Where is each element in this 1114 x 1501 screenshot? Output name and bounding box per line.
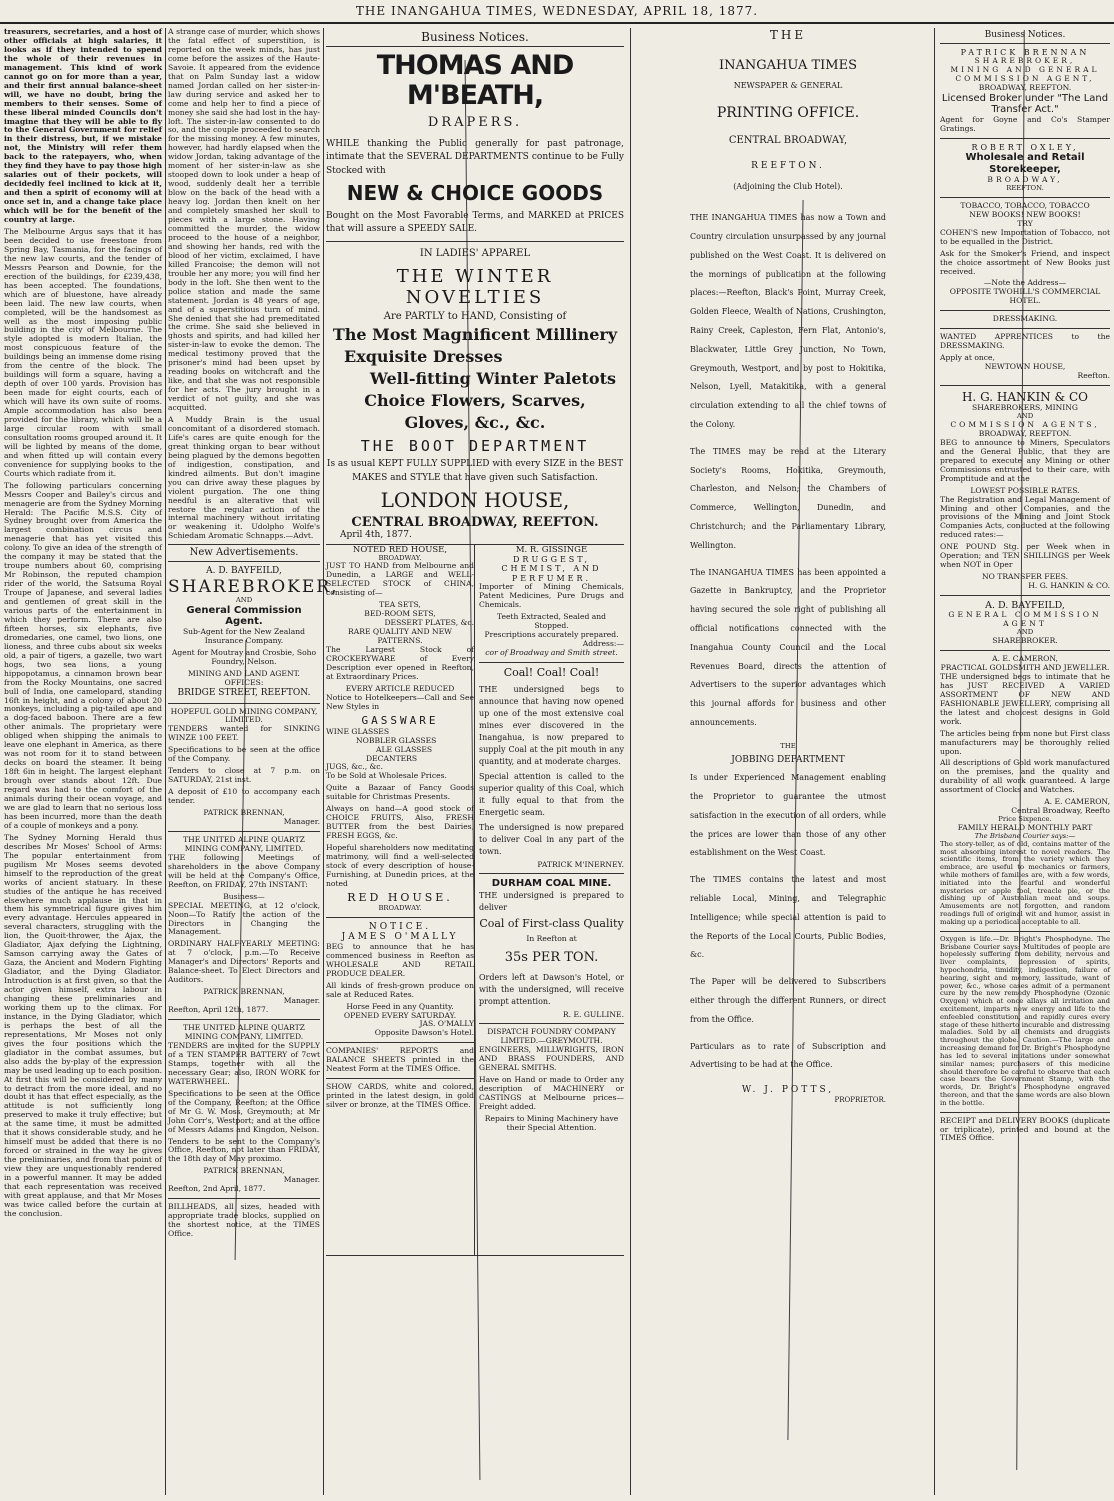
divider — [168, 1198, 320, 1199]
advert-heading: NEW & CHOICE GOODS — [346, 181, 604, 206]
advert-subheading: DRAPERS. — [427, 114, 523, 130]
advert-text: Bought on the Most Favorable Terms, and MARKED at PRICES that will assure a SPEEDY SALE. — [326, 210, 624, 235]
advert-address: REEFTON. — [751, 161, 825, 172]
advert-heading: NO TRANSFER FEES. — [981, 572, 1069, 582]
advert-text: ENGINEERS, MILLWRIGHTS, IRON AND BRASS FOUNDERS, AND GENERAL SMITHS. — [479, 1045, 624, 1073]
advert-subheading: PRACTICAL GOLDSMITH AND JEWELLER. — [940, 662, 1110, 672]
divider — [479, 662, 624, 663]
advert-text: COHEN'S new Importation of Tobacco, not to be equalled in the District. — [940, 227, 1110, 246]
advert-heading: HOPEFUL GOLD MINING COMPANY, LIMITED. — [170, 706, 318, 725]
advert-heading: THE WINTER NOVELTIES — [396, 265, 554, 308]
advert-text: Apply at once, — [940, 353, 995, 363]
advert-date: Reefton, April 12th, 1877. — [168, 1005, 269, 1015]
divider — [168, 1019, 320, 1020]
advert-text: Specifications to be seen at the Office of the Company, Reefton; at the Office of Mr G. W. Moss, Greymouth; at Mr John Corr's, Westport; and at the office of Messrs Adams and Kingdon, Nelson. — [168, 1088, 320, 1134]
advert-address: BROADWAY, — [987, 175, 1063, 185]
advert-text: BEG to announce to Miners, Speculators and the General Public, that they are prepared to execute any Mining or other Commissions entrusted to their care, with Promptitude and at the — [940, 437, 1110, 483]
advert-heading: MINING AND LAND AGENT. — [188, 669, 300, 678]
advert-heading: GASSWARE — [361, 713, 439, 727]
advert-text: TRY — [1017, 218, 1033, 228]
advert-text: The TIMES may be read at the Literary Society's Rooms, Hokitika, Greymouth, Charleston, and Nelson; the Chambers of Commerce, Wellington, Dunedin, and Christchurch; and the Parliamentary Library, Wellington. — [690, 446, 886, 550]
advert-text: Teeth Extracted, Sealed and Stopped. — [496, 611, 607, 630]
advert-item: NOBBLER GLASSES — [356, 735, 437, 745]
advert-text: WANTED APPRENTICES to the DRESSMAKING. — [940, 332, 1110, 351]
advert-price: 35s PER TON. — [504, 950, 599, 966]
advert-text: BEG to announce that he has commenced business in Reefton as WHOLESALE AND RETAIL PRODUCE DEALER. — [326, 941, 474, 978]
advert-item: ALE GLASSES — [376, 744, 433, 754]
advert-heading: M. R. GISSINGE — [515, 544, 588, 555]
advert-subheading: GENERAL COMMISSION AGENT — [948, 610, 1102, 629]
advert-address: OPPOSITE TWOHILL'S COMMERCIAL HOTEL. — [949, 287, 1101, 306]
column-rule — [165, 28, 166, 1495]
divider — [940, 385, 1110, 386]
advert-heading: NOTED RED HOUSE, — [352, 544, 448, 555]
advert-text: THE undersigned begs to intimate that he has JUST RECEIVED A VARIED ASSORTMENT OF NEW AND FASHIONABLE JEWELLERY, comprising all the latest and choicest designs in Gold work. — [940, 671, 1110, 726]
advert-heading: A. E. CAMERON, — [992, 653, 1058, 663]
advert-signature: PATRICK BRENNAN, — [203, 987, 285, 997]
advert-text: To be Sold at Wholesale Prices. — [326, 771, 447, 781]
advert-address: CENTRAL BROADWAY, REEFTON. — [351, 514, 599, 530]
advert-text: Is under Experienced Management enabling the Proprietor to guarantee the utmost satisfaction in the execution of all orders, while the prices are lower than those of any other establishment on the West Coast. — [690, 773, 886, 858]
advert-heading: General Commission Agent. — [186, 604, 302, 628]
advert-address: BRIDGE STREET, REEFTON. — [177, 687, 311, 698]
advert-text: Have on Hand or made to Order any description of MACHINERY or CASTINGS at Melbourne prices—Freight added. — [479, 1075, 624, 1112]
advert-text: THE INANGAHUA TIMES has now a Town and Country circulation unsurpassed by any journal published on the West Coast. It is delivered on the mornings of publication at the following places:—Reefton, Black's Point, Murray Creek, Golden Fleece, Wealth of Nations, Crushington, Rainy Creek, Capleston, Fern Flat, Antonio's, Blackwater, Little Grey Junction, No Town, Greymouth, Westport, and by post to Hokitika, Nelson, Lyell, Matakitika, with a general circulation extending to all the chief towns of the Colony. — [690, 213, 886, 430]
advert-text: Quite a Bazaar of Fancy Goods suitable for Christmas Presents. — [326, 783, 474, 802]
advert-item: WINE GLASSES — [326, 726, 390, 736]
advert-address: BROADWAY, REEFTON. — [978, 428, 1072, 438]
advert-heading: JOBBING DEPARTMENT — [731, 754, 845, 765]
column-rule — [934, 28, 935, 1495]
advert-text: THE undersigned is prepared to deliver — [479, 891, 624, 913]
advert-subheading: BROADWAY. — [378, 903, 422, 912]
divider — [326, 1078, 474, 1079]
advert-text: MINING AND GENERAL COMMISSION AGENT, — [950, 64, 1100, 83]
advert-text: Particulars as to rate of Subscription and Advertising to be had at the Office. — [690, 1041, 886, 1070]
advert-address: REEFTON. — [1006, 184, 1044, 193]
advert-text: All kinds of fresh-grown produce on sale at Reduced Rates. — [326, 980, 474, 999]
advert-text: Is as usual KEPT FULLY SUPPLIED with every SIZE in the BEST MAKES and STYLE that have given such Satisfaction. — [326, 459, 624, 483]
business-notices-column-2 — [940, 28, 1110, 1495]
advert-text: The articles being from none but First class manufacturers may be thoroughly relied upon. — [940, 728, 1110, 756]
advert-subcolumn — [326, 545, 475, 1255]
advert-heading: THE UNITED ALPINE QUARTZ MINING COMPANY, LIMITED. — [183, 834, 305, 853]
advert-signature-title: Manager. — [283, 817, 320, 826]
advert-text: Agent for Moutray and Crosbie, Soho Foundry, Nelson. — [171, 648, 317, 667]
advert-signature: W. J. POTTS, — [741, 1085, 835, 1096]
advert-text: OFFICES: — [224, 677, 264, 687]
advert-heading: Coal of First-class Quality — [479, 917, 624, 931]
times-advert-column — [690, 28, 886, 1495]
divider — [940, 197, 1110, 198]
advert-heading: H. G. HANKIN & CO — [961, 390, 1089, 405]
advert-and: AND — [1016, 412, 1034, 421]
advert-text: Business— — [223, 891, 265, 901]
advert-item: The Most Magnificent Millinery — [332, 325, 618, 345]
advert-text: Special attention is called to the superior quality of this Coal, which it fully equal to that from the Energetic seam. — [479, 771, 624, 817]
advert-subheading: SHAREBROKER. — [992, 636, 1058, 646]
advert-text: Repairs to Mining Machinery have their Special Attention. — [484, 1114, 619, 1133]
advert-text: ONE POUND Stg. per Week when in Operation; and TEN SHILLINGS per Week when NOT in Oper — [940, 542, 1110, 570]
advert-text: Importer of Mining Chemicals, Patent Medicines, Pure Drugs and Chemicals. — [479, 581, 624, 609]
advert-heading: THE BOOT DEPARTMENT — [360, 437, 590, 456]
advert-heading: THE UNITED ALPINE QUARTZ MINING COMPANY, LIMITED. — [183, 1023, 305, 1042]
article-paragraph: treasurers, secretaries, and a host of other officials at high salaries, it looks as if they intended to spend the whole of their revenues in management. This kind of work cannot go on for more than a year, and their first annual balance-sheet will, we have no doubt, bring the members to their senses. Some of these liberal minded Councils don't imagine that they will be able to fly to the General Government for relief in their distress, but, if we mistake not, the Ministry will refer them back to the ratepayers, who, when they find they have to pay those high salaries out of their pockets, will decidedly feel inclined to kick at it, and then a spirit of economy will at once set in, and a change take place which will be for the benefit of the country at large. — [4, 27, 162, 225]
advert-subheading: SHAREBROKERS, MINING — [972, 403, 1078, 413]
advert-item: Well-fitting Winter Paletots — [369, 368, 616, 388]
advert-heading: DISPATCH FOUNDRY COMPANY LIMITED.—GREYMOUTH. — [487, 1027, 616, 1046]
advert-text: In Reefton at — [526, 934, 577, 944]
advert-signature: A. E. CAMERON, — [1044, 797, 1110, 807]
advert-heading: NOTICE. — [368, 921, 432, 932]
advertiser-name: A. D. BAYFEILD, — [206, 566, 282, 577]
advert-heading: SHAREBROKER, — [168, 576, 339, 597]
column-rule — [630, 28, 631, 1495]
advert-signature-title: Manager. — [283, 1175, 320, 1185]
article-paragraph: The following particulars concerning Messrs Cooper and Bailey's circus and menagerie are from the Sydney Morning Herald: The Pacific M.S.S. City of Sydney brought over from America the largest combination circus and menagerie that has yet visited this colony. To give an idea of the strength of the company it may be stated that the troupe numbers about 60, comprising Mr Robinson, the reputed champion rider of the world, the Satsuma Royal Troupe of Japanese, and several ladies and gentlemen of great skill in the various parts of the entertainment in which they perform. There are also fifteen horses, six elephants, five dromedaries, one camel, two lions, one lioness, and three cubs about six weeks old, a pair of tigers, a gazelle, two wart hogs, two sea lions, a young hippopotamus, a cinnamon brown bear from the Rocky Mountains, one sacred bull of India, one camelopard, standing 16ft in height, and a colony of about 20 monkeys, including a pig-tailed ape and a dog-faced baboon. There are a few other animals. The proprietary were obliged when shipping the animals to leave one elephant in America, as there was not room for it to stand between decks on board the steamer. It being 18ft 6in in height. The largest elephant brough over stands about 12ft. Due regard was had to the comfort of the animals during their ocean voyage, and we are glad to learn that no serious loss has been incurred, more than the death of a couple of monkeys and a pony. — [4, 480, 162, 830]
divider — [326, 917, 474, 918]
advert-text: The undersigned is now prepared to deliver Coal in any part of the town. — [479, 822, 624, 856]
advert-text: Horse Feed in any Quantity. — [346, 1001, 454, 1011]
advert-address: cor of Broadway and Smith street. — [485, 647, 618, 657]
advert-paragraph: A Muddy Brain is the usual concomitant of a disordered stomach. Life's cares are quite enough for the great thinking organ to bear without being plagued by the demons begotten of indigestion, constipation, and kindred ailments. But don't imagine you can drive away these plagues by violent purgation. The one thing needful is an alterative that will restore the regular action of the internal machinery without irritating or weakening it. Udolpho Wolfe's Schiedam Aromatic Schnapps.—Advt. — [168, 414, 320, 541]
advert-heading: TOBACCO, TOBACCO, TOBACCO — [960, 200, 1090, 210]
article-paragraph: The Sydney Morning Herald thus describes Mr Moses' School of Arms: The popular entertainment from pugilism Mr Moses seems devoted himself to the reproduction of the great works of ancient statuary. In these studies of the antique he has received elsewhere much applause in that in them his symmetrical figure gives him every advantage. Hercules appeared in several characters, struggling with the lion, the Quoit-thrower, the Ajax, the Gladiator, Ajax defying the Lightning, Samson carrying away the Gates of Gaza, the Ancient and Modern Fighting Gladiator, and the Dying Gladiator. Introduction is at first given, so that the actor given himself, extra labour in changing these preliminaries and working them up to the climax. For instance, in the Dying Gladiator, which is perhaps the best of all the representations, Mr Moses not only gives the four positions which the gladiator in the combat assumes, but also adds the by-play of the expression may be used leading up to each position. At first this will be considered by many to detract from the more ideal, and no doubt it has that effect especially, as the attitude is not sufficiently long preserved to make it truly effective; but at the same time, it must be admitted that it shows considerable study, and he himself must be added that there is no forced or strained in the way he gives the preliminaries, and from that point of view they are unquestionably rendered in a powerful manner. It may be added that each representation was received with great applause, and that Mr Moses was twice called before the curtain at the conclusion. — [4, 832, 162, 1218]
advert-item: DESSERT PLATES, &c. — [384, 618, 474, 628]
divider — [168, 831, 320, 832]
advert-text: Prescriptions accurately prepared. — [484, 629, 619, 639]
advert-text: Price Sixpence. — [998, 815, 1052, 824]
advert-address: NEWTOWN HOUSE, — [984, 362, 1066, 372]
advert-item: JUGS, &c., &c. — [326, 762, 383, 772]
advert-subheading: COMMISSION AGENTS, — [950, 419, 1100, 429]
advert-heading: EVERY ARTICLE REDUCED — [345, 683, 455, 693]
advert-text: JUST TO HAND from Melbourne and Dunedin, a LARGE and WELL-SELECTED STOCK of CHINA, consisting of— — [326, 561, 474, 598]
advert-heading: Wholesale and Retail Storekeeper, — [965, 152, 1085, 176]
advert-text: Are PARTLY to HAND, Consisting of — [383, 311, 567, 323]
advert-firm-name: THOMAS AND M'BEATH, — [376, 50, 574, 111]
advert-subheading: IN LADIES' APPAREL — [419, 247, 531, 259]
advert-text: The story-teller, as of old, contains matter of the most absorbing interest to novel readers. The scientific items, from the variety which they embrace, are useful to mechanics or farmers, while mothers of families are, with a few words, initiated into the fearful and wonderful mysteries or apple fool, treacle pie, or the dishing up of Australian meat and soups. Amusements are not forgotten, and random readings full of original wit and humor, assist in making up a periodical acceptable to all. — [940, 839, 1110, 926]
advert-text: THE following Meetings of shareholders in the above Company will be held at the Company's Office, Reefton, on FRIDAY, 27th INSTANT: — [168, 852, 320, 889]
advert-text: RECEIPT and DELIVERY BOOKS (duplicate or triplicate), printed and bound at the TIMES Office. — [940, 1115, 1110, 1143]
divider — [940, 138, 1110, 139]
advert-text: The TIMES contains the latest and most reliable Local, Mining, and Telegraphic Intelligence; while special attention is paid to the Reports of the Local Courts, Public Bodies, &c. — [690, 875, 886, 960]
advert-heading: A. D. BAYFEILD, — [985, 600, 1065, 612]
advert-subheading: DRUGGEST, CHEMIST, AND PERFUMER. — [501, 554, 602, 583]
divider — [326, 241, 624, 242]
advert-text: Orders left at Dawson's Hotel, or with the undersigned, will receive prompt attention. — [479, 972, 624, 1006]
advert-text: Tenders to be sent to the Company's Office, Reefton, not later than FRIDAY, the 18th day of May proximo. — [168, 1136, 320, 1164]
divider — [326, 1042, 474, 1043]
advert-signature: R. E. GULLINE. — [562, 1009, 624, 1019]
advert-signature-title: PROPRIETOR. — [834, 1095, 886, 1104]
advert-signature: PATRICK BRENNAN, — [203, 1166, 285, 1176]
advert-heading: FAMILY HERALD MONTHLY PART — [957, 823, 1093, 832]
advert-heading: DURHAM COAL MINE. — [491, 878, 612, 890]
divider — [940, 650, 1110, 651]
advert-item: Gloves, &c., &c. — [404, 412, 546, 432]
divider — [940, 595, 1110, 596]
advert-address: Central Broadway, Reefto — [1011, 806, 1110, 816]
divider — [940, 931, 1110, 932]
advert-address: Reefton. — [1077, 371, 1110, 381]
advert-text: BILLHEADS, all sizes, headed with appropriate trade blocks, supplied on the shortest notice, at the TIMES Office. — [168, 1202, 320, 1239]
advert-text: Oxygen is life.—Dr. Bright's Phosphodyne. The Brisbane Courier says: Multitudes of people are hopelessly suffering from debility, nervous and liver complaints, depression of spirits, hypochondria, timidity, indigestion, failure of hearing, sight and memory, lassitude, want of power, &c., whose cases admit of a permanent cure by the new remedy Phosphodyne (Ozonic Oxygen) which at once allays all irritation and excitement, imparts new energy and life to the enfeebled constitution, and rapidly cures every stage of these hitherto incurable and distressing maladies. Sold by all chemists and druggists throughout the globe. Caution.—The large and increasing demand for Dr. Bright's Phosphodyne has led to several imitations under somewhat similar names; purchasers of this medicine should therefore be careful to observe that each case bears the Government Stamp, with the words, Dr. Bright's Phosphodyne engraved thereon, and that the same words are also blown in the bottle. — [940, 934, 1110, 1107]
advert-signature: JAS. O'MALLY — [419, 1019, 474, 1029]
advert-subheading: BROADWAY. — [378, 553, 422, 562]
article-paragraph: The Melbourne Argus says that it has been decided to use freestone from Spring Bay, Tasmania, for the facings of the new law courts, and the tender of Messrs Pearson and Downie, for the erection of the buildings, for £239,438, has been accepted. The foundations, which are of bluestone, have already been laid. The new law courts, when completed, will be the handsomest as well as the most imposing public building in the city of Melbourne. The style adopted is modern Italian, the most conspicuous feature of the buildings being an immense dome rising from the centre of the block. The buildings will form a square, having a depth of over 100 yards. Provision has been made for eight courts, each of which will have its own suite of rooms. Ample accommodation has also been provided for the library, which will be a large circular room with small consultation rooms grouped around it. It will be lighted by means of the dome, and when fitted up will contain every convenience for supplying books to the Courts which radiate from it. — [4, 226, 162, 478]
advert-item: DECANTERS — [366, 753, 418, 763]
advert-text: —Note the Address— — [983, 278, 1067, 288]
advert-heading: THE — [769, 28, 807, 42]
advert-text: Hopeful shareholders now meditating matrimony, will find a well-selected stock of every description of house-Furnishing, at Dunedin prices, at the noted — [326, 843, 474, 888]
advert-text: COMPANIES' REPORTS and BALANCE SHEETS printed in the Neatest Form at the TIMES Office. — [326, 1046, 474, 1074]
advert-text: TENDERS wanted for SINKING WINZE 100 FEET. — [168, 724, 320, 743]
advert-text: Sub-Agent for the New Zealand Insurance Company. — [182, 627, 306, 646]
advert-address: Opposite Dawson's Hotel. — [374, 1028, 474, 1038]
advert-text: TENDERS are invited for the SUPPLY of a TEN STAMPER BATTERY of 7cwt Stamps, together with all the necessary Gear; also, IRON WORK for WATERWHEEL. — [168, 1040, 320, 1086]
advert-heading: DRESSMAKING. — [992, 314, 1058, 324]
divider — [940, 328, 1110, 329]
advert-item: Choice Flowers, Scarves, — [364, 390, 586, 410]
advert-text: The Brisbane Courier says:— — [974, 831, 1076, 840]
advert-date: Reefton, 2nd April, 1877. — [168, 1184, 266, 1194]
advert-signature: PATRICK BRENNAN, — [203, 808, 285, 818]
advert-heading: RED HOUSE. — [347, 890, 453, 904]
divider — [940, 310, 1110, 311]
advert-heading: ROBERT OXLEY, — [971, 143, 1079, 153]
advert-text: Ask for the Smoker's Friend, and inspect the choice assortment of New Books just received. — [940, 248, 1110, 276]
advert-text: Specifications to be seen at the office of the Company. — [168, 745, 320, 764]
advert-address: CENTRAL BROADWAY, — [728, 135, 848, 147]
advert-item: Exquisite Dresses — [344, 346, 503, 366]
advert-text: Notice to Hotelkeepers—Call and See New Styles in — [326, 692, 474, 711]
advert-heading: PRINTING OFFICE. — [716, 104, 860, 121]
advert-and: AND — [235, 595, 253, 604]
advert-date: April 4th, 1877. — [340, 530, 412, 540]
advert-item: BED-ROOM SETS, — [364, 609, 436, 619]
advert-store-name: LONDON HOUSE, — [380, 488, 570, 513]
column-rule — [323, 28, 324, 1495]
article-paragraph: A strange case of murder, which shows the fatal effect of superstition, is reported on the week minds, has just come before the assizes of the Haute-Savoie. It appeared from the evidence that on Palm Sunday last a widow named Jordan called on her sister-in-law during service and asked her to come and help her to find a piece of money she said she had lost in the hay-loft. The sister-in-law consented to do so, and the couple proceeded to search for the missing money. A few minutes, however, had hardly elapsed when the widow Jordan, taking advantage of the moment of her sister-in-law as she stooped down to look under a heap of wood, suddenly dealt her a terrible blow on the back of the head with a heavy log. Jordan then knelt on her and completely smashed her skull to pieces with a large stone. Having committed the murder, the widow proceed to the house of a neighbor, and showing her hands, red with the blood of her victim, exclaimed, I have killed Francoise; the demon will not trouble her any more; you will find her body in the loft. She then went to the police station and made the same statement. Jordan is 48 years of age, and of a superstitious turn of mind. She denied that she had premeditated the crime. She said she believed in ghosts and spirits, and had killed her sister-in-law to evoke the demon. The medical testimony proved that the prisoner's mind had been upset by reading books on witchcraft and the like, and that she was not responsible for her acts. The jury brought in a verdict of not guilty, and she was acquitted. — [168, 27, 320, 413]
advert-signature: H. G. HANKIN & CO. — [1028, 581, 1110, 591]
advert-text: Agent for Goyne and Co's Stamper Gratings. — [940, 115, 1110, 134]
advert-text: OPENED EVERY SATURDAY. — [343, 1010, 457, 1020]
advert-text: All descriptions of Gold work manufactured on the premises, and the quality and durability of all work guaranteed. A large assortment of Clocks and Watches. — [940, 758, 1110, 795]
advert-heading: Coal! Coal! Coal! — [503, 665, 600, 679]
divider — [479, 1023, 624, 1024]
page-masthead: THE INANGAHUA TIMES, WEDNESDAY, APRIL 18, 1877. — [0, 0, 1114, 24]
advert-and: AND — [1016, 628, 1034, 637]
advert-subheading: NEWSPAPER & GENERAL — [733, 81, 843, 91]
advert-text: SHOW CARDS, white and colored, printed in the latest design, in gold silver or bronze, at the TIMES Office. — [326, 1082, 474, 1110]
advert-text: A deposit of £10 to accompany each tender. — [168, 787, 320, 806]
advert-address: BROADWAY, REEFTON. — [978, 82, 1072, 92]
advert-text: Always on hand—A good stock of CHOICE FRUITS, Also, FRESH BUTTER from the best Dairies, FRESH EGGS, &c. — [326, 804, 474, 841]
advert-text: The Registration and Legal Management of Mining and other Companies, and the provisions of the Mining and Joint Stock Companies Acts, conducted at the following reduced rates:— — [940, 494, 1110, 540]
advert-heading: THE — [780, 741, 796, 750]
divider — [479, 873, 624, 874]
advert-text: WHILE thanking the Public generally for past patronage, intimate that the SEVERAL DEPARTMENTS continue to be Fully Stocked with — [326, 138, 624, 176]
advert-signature: PATRICK M'INERNEY. — [537, 859, 624, 869]
advert-subcolumn — [479, 545, 624, 1255]
advert-text: The Largest Stock of CROCKERYWARE of Every Description ever opened in Reefton, at Extraordinary Prices. — [326, 645, 474, 681]
news-column-1 — [4, 28, 162, 1495]
advert-heading: JAMES O'MALLY — [341, 932, 459, 943]
advert-heading: LOWEST POSSIBLE RATES. — [970, 485, 1080, 495]
advert-subheading: SHAREBROKER, — [974, 56, 1076, 66]
advert-text: Address:— — [582, 638, 624, 648]
advert-text: THE undersigned begs to announce that having now opened up one of the most extensive coal mines ever discovered in the Inangahua, is now prepared to supply Coal at the pit mouth in any quantity, and at moderate charges. — [479, 684, 624, 766]
advert-item: TEA SETS, — [379, 600, 421, 610]
advert-heading: Licensed Broker under "The Land Transfer Act." — [941, 92, 1109, 116]
advert-text: Tenders to close at 7 p.m. on SATURDAY, 21st inst. — [168, 766, 320, 785]
advert-item: RARE QUALITY AND NEW PATTERNS. — [348, 627, 452, 646]
advert-heading: NEW BOOKS! NEW BOOKS! — [969, 209, 1081, 219]
divider — [940, 1112, 1110, 1113]
advert-text: SPECIAL MEETING, at 12 o'clock, Noon—To Ratify the action of the Directors in Changing the Management. — [168, 900, 320, 937]
section-header: Business Notices. — [940, 28, 1110, 44]
section-header: New Advertisements. — [168, 544, 320, 562]
advert-text: ORDINARY HALF-YEARLY MEETING: at 7 o'clock, p.m.—To Receive Manager's and Directors' Reports and Balance-sheet. To Elect Directors and Auditors. — [168, 939, 320, 985]
advert-signature-title: Manager. — [283, 996, 320, 1006]
advert-heading: PATRICK BRENNAN — [960, 47, 1090, 57]
advert-text: The Paper will be delivered to Subscribers either through the different Runners, or direct from the Office. — [690, 977, 886, 1024]
advert-heading: INANGAHUA TIMES — [719, 58, 857, 74]
advert-address: (Adjoining the Club Hotel). — [733, 181, 843, 191]
section-header: Business Notices. — [326, 28, 624, 47]
business-notices-column — [326, 28, 624, 1495]
advert-text: The INANGAHUA TIMES has been appointed a Gazette in Bankruptcy, and the Proprietor having secured the sole right of publishing all official notifications connected with the Inangahua County Council and the Local Revenues Board, directs the attention of Advertisers to the superior advantages which this journal affords for business and other announcements. — [690, 567, 886, 727]
